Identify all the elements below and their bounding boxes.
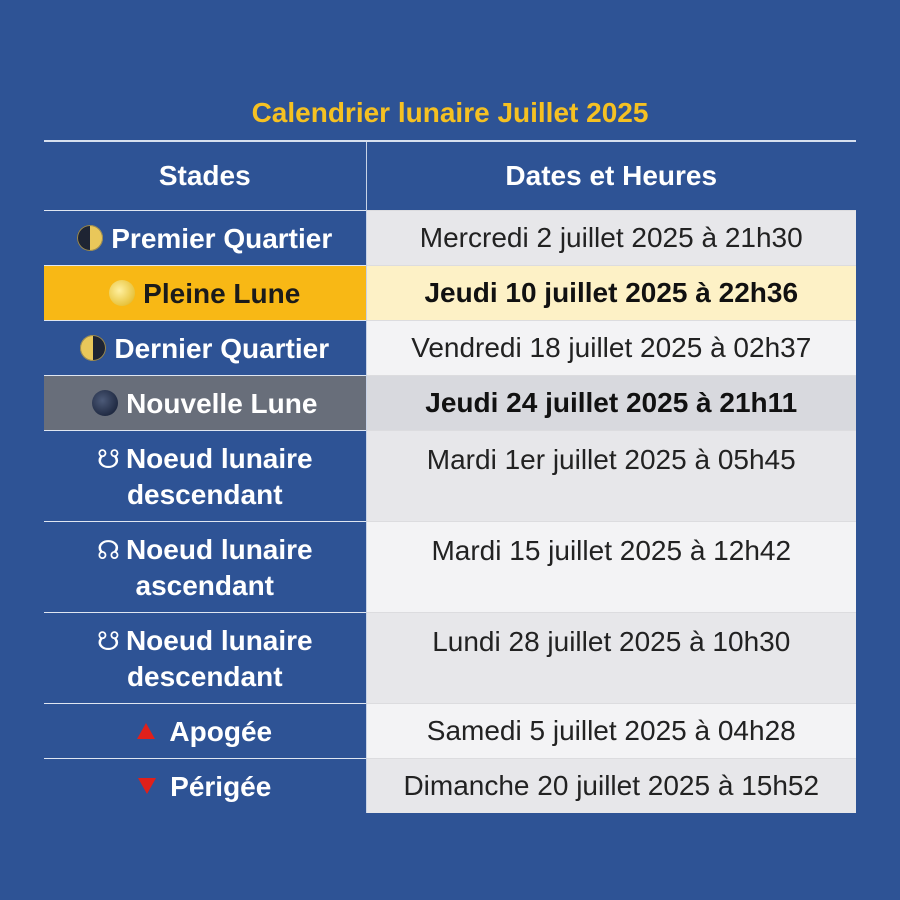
stage-label-line2: descendant (126, 478, 283, 510)
ascending-node-icon: ☊ (96, 534, 120, 565)
column-header-stages: Stades (44, 142, 366, 211)
date-cell: Mardi 1er juillet 2025 à 05h45 (366, 431, 856, 522)
table-row (44, 211, 856, 266)
full-moon-icon (109, 280, 135, 306)
stage-cell (44, 522, 366, 613)
stage-label: Périgée (170, 770, 272, 802)
table-row (44, 431, 856, 522)
stage-cell (44, 321, 366, 376)
last-quarter-moon-icon (80, 335, 106, 361)
table-row (44, 321, 856, 376)
stage-cell (44, 211, 366, 266)
stage-cell (44, 431, 366, 522)
table-row (44, 759, 856, 814)
stage-cell (44, 376, 366, 431)
descending-node-icon: ☋ (96, 443, 120, 474)
stage-label-line2: descendant (126, 660, 283, 692)
lunar-calendar-table (44, 142, 856, 813)
stage-cell (44, 759, 366, 814)
stage-cell (44, 613, 366, 704)
stage-label-line1: Noeud lunaire (125, 442, 313, 474)
stage-label: Apogée (169, 715, 273, 747)
stage-cell (44, 266, 366, 321)
table-row (44, 266, 856, 321)
page-title: Calendrier lunaire Juillet 2025 (44, 85, 856, 142)
date-cell: Lundi 28 juillet 2025 à 10h30 (366, 613, 856, 704)
red-up-triangle-icon (137, 723, 155, 739)
date-cell: Jeudi 10 juillet 2025 à 22h36 (366, 266, 856, 321)
table-header-row (44, 142, 856, 211)
stage-label-line1: Noeud lunaire (125, 533, 313, 565)
stage-label: Premier Quartier (111, 222, 333, 254)
stage-cell (44, 704, 366, 759)
stage-label-line2: ascendant (135, 569, 274, 601)
date-cell: Dimanche 20 juillet 2025 à 15h52 (366, 759, 856, 814)
first-quarter-moon-icon (77, 225, 103, 251)
stage-label: Nouvelle Lune (126, 387, 318, 419)
descending-node-icon: ☋ (96, 625, 120, 656)
table-row (44, 704, 856, 759)
column-header-dates: Dates et Heures (505, 160, 718, 191)
table-row (44, 522, 856, 613)
date-cell: Mercredi 2 juillet 2025 à 21h30 (366, 211, 856, 266)
table-row (44, 376, 856, 431)
stage-label: Pleine Lune (143, 277, 301, 309)
lunar-calendar-card (44, 85, 856, 813)
date-cell: Vendredi 18 juillet 2025 à 02h37 (366, 321, 856, 376)
stage-label: Dernier Quartier (114, 332, 330, 364)
red-down-triangle-icon (138, 778, 156, 794)
date-cell: Mardi 15 juillet 2025 à 12h42 (366, 522, 856, 613)
date-cell: Jeudi 24 juillet 2025 à 21h11 (366, 376, 856, 431)
stage-label-line1: Noeud lunaire (125, 624, 313, 656)
table-row (44, 613, 856, 704)
date-cell: Samedi 5 juillet 2025 à 04h28 (366, 704, 856, 759)
new-moon-icon (92, 390, 118, 416)
